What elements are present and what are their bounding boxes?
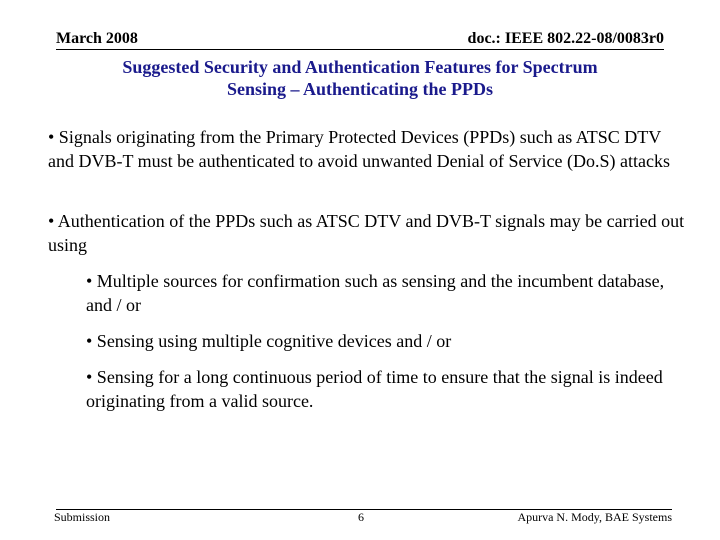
header-doc-id: doc.: IEEE 802.22-08/0083r0 bbox=[467, 30, 664, 47]
bullet-authentication-methods: • Authentication of the PPDs such as ATSC DTV and DVB-T signals may be carried out using bbox=[48, 211, 685, 255]
slide-title bbox=[0, 56, 720, 100]
header-divider bbox=[56, 49, 664, 50]
bullet-signals-authentication: • Signals originating from the Primary Protected Devices (PPDs) such as ATSC DTV and DVB-T must be authenticated to avoid unwanted Denial of Service (Do.S) attacks bbox=[48, 127, 670, 171]
header-date: March 2008 bbox=[56, 30, 138, 47]
slide-title-line-1: Suggested Security and Authentication Features for Spectrum bbox=[122, 57, 598, 77]
sub-bullet-long-period: • Sensing for a long continuous period of time to ensure that the signal is indeed originating from a valid source. bbox=[86, 367, 663, 411]
footer-page-number: 6 bbox=[358, 510, 364, 524]
sub-bullet-multiple-sources: • Multiple sources for confirmation such as sensing and the incumbent database, and / or bbox=[86, 271, 665, 315]
sub-bullet-multiple-devices: • Sensing using multiple cognitive devices and / or bbox=[86, 331, 452, 351]
footer-submission: Submission bbox=[54, 510, 111, 524]
footer-author: Apurva N. Mody, BAE Systems bbox=[517, 510, 672, 524]
slide-title-line-2: Sensing – Authenticating the PPDs bbox=[226, 79, 494, 99]
